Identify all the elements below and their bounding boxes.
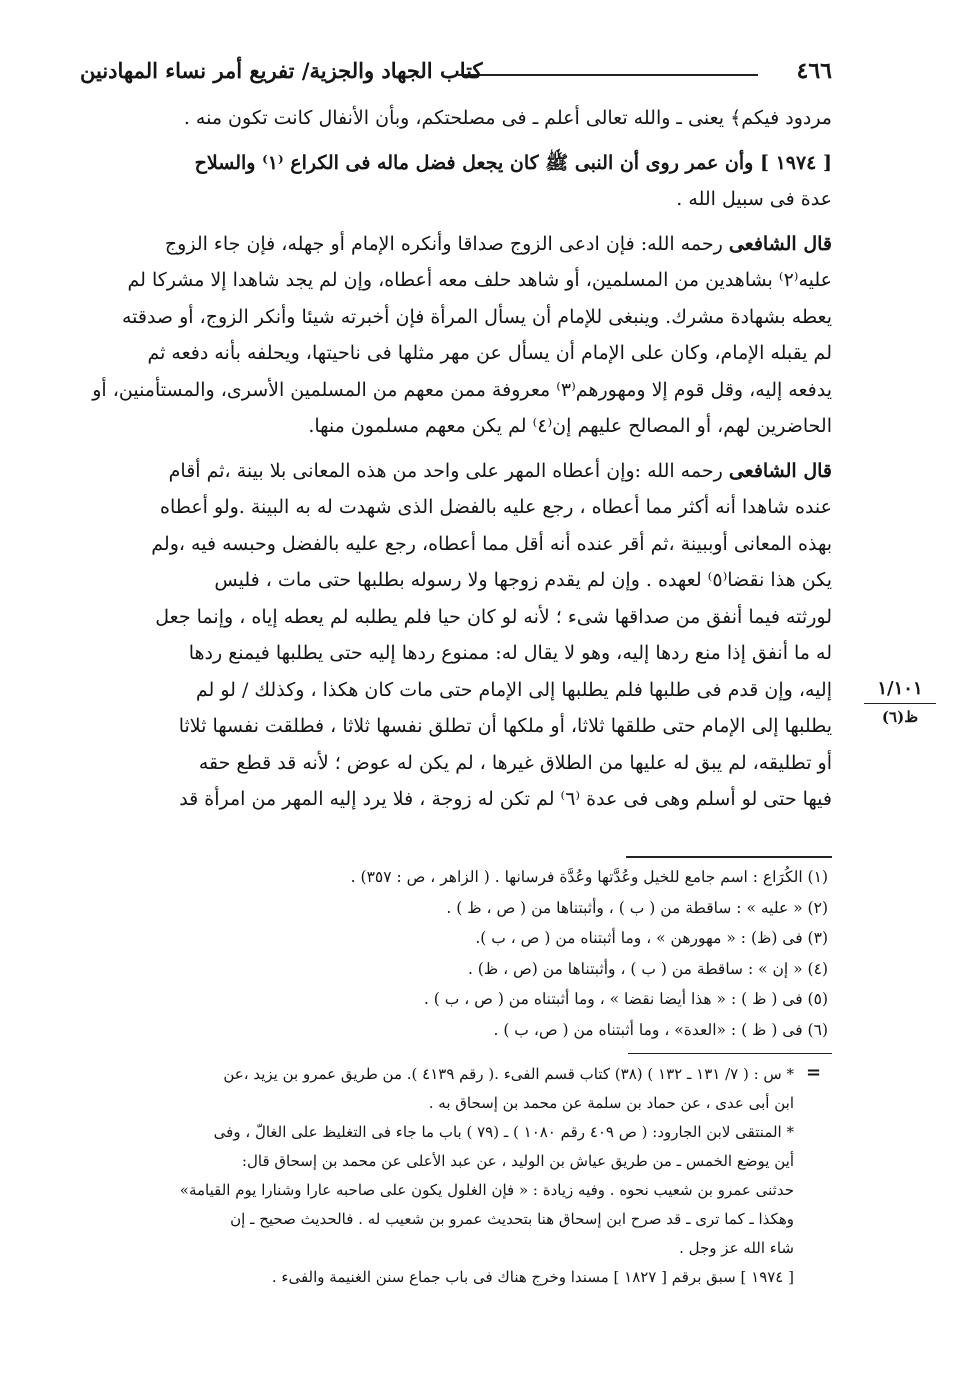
main-text [82, 100, 832, 818]
footnote-item: (٥) فى ( ظ ) : « هذا أيضا نقضا » ، وما أثبتناه من ( ص ، ب ) . [423, 990, 828, 1008]
reference-line: حدثنى عمرو بن شعيب نحوه . وفيه زيادة : « فإن الغلول يكون على صاحبه عارا وشنارا يوم القيامة» [179, 1181, 794, 1199]
text-line: فيها حتى لو أسلم وهى فى عدة ⁽٦⁾ لم تكن له زوجة ، فلا يرد إليه المهر من امرأة قد [179, 788, 832, 810]
footnote-rule [626, 856, 832, 858]
speaker-label: قال الشافعى [728, 459, 832, 482]
references-rule [628, 1053, 832, 1054]
text-line: يدفعه إليه، وقل قوم إلا ومهورهم⁽٣⁾ معروفة ممن معهم من المسلمين الأسرى، والمستأمنين، أو [92, 378, 832, 401]
paragraph-gap [82, 137, 832, 145]
margin-note [864, 678, 936, 726]
footnotes [128, 862, 828, 1045]
page-header [80, 58, 832, 90]
text-line: أو تطليقه، لم يبق له عليها من الطلاق غيرها ، لم يكن له عوض ؛ لأنه قد قطع حقه [198, 751, 832, 774]
text-line: عليه⁽٢⁾ بشاهدين من المسلمين، أو شاهد حلف معه أعطاه، وإن لم يجد شاهدا إلا مشركا لم [127, 269, 832, 291]
margin-note-manuscript: ظ(٦) [881, 708, 919, 726]
reference-line: [ ١٩٧٤ ] سبق برقم [ ١٨٢٧ ] مسندا وخرج هناك فى باب جماع سنن الغنيمة والفىء . [271, 1268, 794, 1286]
text-line: الحاضرين لهم، أو المصالح عليهم إن⁽٤⁾ لم يكن معهم مسلمون منها. [308, 415, 832, 437]
paragraph-gap [82, 445, 832, 453]
text-line: قال الشافعى رحمه الله: فإن ادعى الزوج صداقا وأنكره الإمام أو جهله، فإن جاء الزوج [164, 232, 832, 255]
footnote-item: (٣) فى (ظ) : « مهورهن » ، وما أثبتناه من ( ص ، ب ). [475, 929, 828, 947]
reference-line: وهكذا ـ كما ترى ـ قد صرح ابن إسحاق هنا بتحديث عمرو بن شعيب له . فالحديث صحيح ـ إن [230, 1210, 794, 1228]
reference-line: ابن أبى عدى ، عن حماد بن سلمة عن محمد بن إسحاق به . [428, 1094, 794, 1112]
running-title: كتاب الجهاد والجزية/ تفريع أمر نساء المهادنين [80, 58, 483, 83]
text-line: إليه، وإن قدم فى طلبها فلم يطلبها إلى الإمام حتى مات كان هكذا ، وكذلك / لو لم [195, 678, 832, 701]
text-line: لورثته فيما أنفق من صداقها شىء ؛ لأنه لو كان حيا فلم يطلبه لم يعطه إياه ، وإنما جعل [155, 605, 832, 628]
continuation-mark: = [806, 1062, 822, 1083]
header-rule [458, 74, 758, 76]
reference-line: * المنتقى لابن الجارود: ( ص ٤٠٩ رقم ١٠٨٠ ) ـ (٧٩ ) باب ما جاء فى التغليظ على الغالّ ، وفى [213, 1123, 794, 1141]
text-line: يكن هذا نقضا⁽٥⁾ لعهده . وإن لم يقدم زوجها ولا رسوله بطلبها حتى مات ، فليس [214, 569, 832, 591]
text-line: [ ١٩٧٤ ] وأن عمر روى أن النبى ﷺ كان يجعل فضل ماله فى الكراع ⁽١⁾ والسلاح [194, 151, 832, 174]
text-line: يطلبها إلى الإمام حتى طلقها ثلاثا، أو ملكها أن تطلق نفسها ثلاثا ، فطلقت نفسها ثلاثا [178, 715, 832, 737]
text-line: لم يقبله الإمام، وكان على الإمام أن يسأل عن مهر مثلها فى ناحيتها، ويحلفه بأنه دفعه ثم [147, 342, 832, 364]
text-line: يعطه بشهادة مشرك. وينبغى للإمام أن يسأل المرأة فإن أخبرته شيئا وأنكر الزوج، أو صدقته [121, 305, 832, 328]
footnote-item: (٦) فى ( ظ ) : «العدة» ، وما أثبتناه من ( ص، ب ) . [493, 1020, 828, 1039]
page-number: ٤٦٦ [796, 58, 832, 84]
speaker-label: قال الشافعى [728, 232, 832, 255]
hadith-references [84, 1060, 794, 1292]
text-line: قال الشافعى رحمه الله :وإن أعطاه المهر على واحد من هذه المعانى بلا بينة ،ثم أقام [168, 459, 832, 482]
footnote-item: (٢) « عليه » : ساقطة من ( ب ) ، وأثبتناها من ( ص ، ظ ) . [446, 898, 828, 917]
margin-note-rule [864, 703, 936, 704]
paragraph-gap [82, 218, 832, 226]
footnote-item: (١) الكُرَاع : اسم جامع للخيل وعُدَّتها وعُدَّة فرسانها . ( الزاهر ، ص : ٣٥٧) . [350, 868, 828, 886]
reference-line: أين يوضع الخمس ـ من طريق عياش بن الوليد ، عن عبد الأعلى عن محمد بن إسحاق قال: [241, 1152, 794, 1170]
text-line: عدة فى سبيل الله . [676, 188, 832, 210]
reference-line: شاء الله عز وجل . [679, 1239, 794, 1257]
text-line: عنده شاهدا أنه أكثر مما أعطاه ، رجع عليه بالفضل الذى شهدت له به البينة .ولو أعطاه [160, 496, 832, 518]
margin-note-folio: ١/١٠١ [877, 678, 923, 699]
reference-line: * س : ( ٧/ ١٣١ ـ ١٣٢ ) (٣٨) كتاب قسم الفىء .( رقم ٤١٣٩ ). من طريق عمرو بن يزيد ،عن [223, 1065, 794, 1083]
text-line: له ما أنفق إذا منع ردها إليه، وهو لا يقال له: ممنوع ردها إليه حتى يطلبها فيمنع ردها [188, 642, 832, 664]
footnote-item: (٤) « إن » : ساقطة من ( ب ) ، وأثبتناها من (ص ، ظ) . [467, 959, 828, 978]
text-line: مردود فيكم﴾ يعنى ـ والله تعالى أعلم ـ فى مصلحتكم، وبأن الأنفال كانت تكون منه . [183, 107, 832, 129]
text-line: بهذه المعانى أوببينة ،ثم أقر عنده أنه أقل مما أعطاه، رجع عليه بالفضل وحبسه فيه ،ولم [151, 532, 832, 555]
